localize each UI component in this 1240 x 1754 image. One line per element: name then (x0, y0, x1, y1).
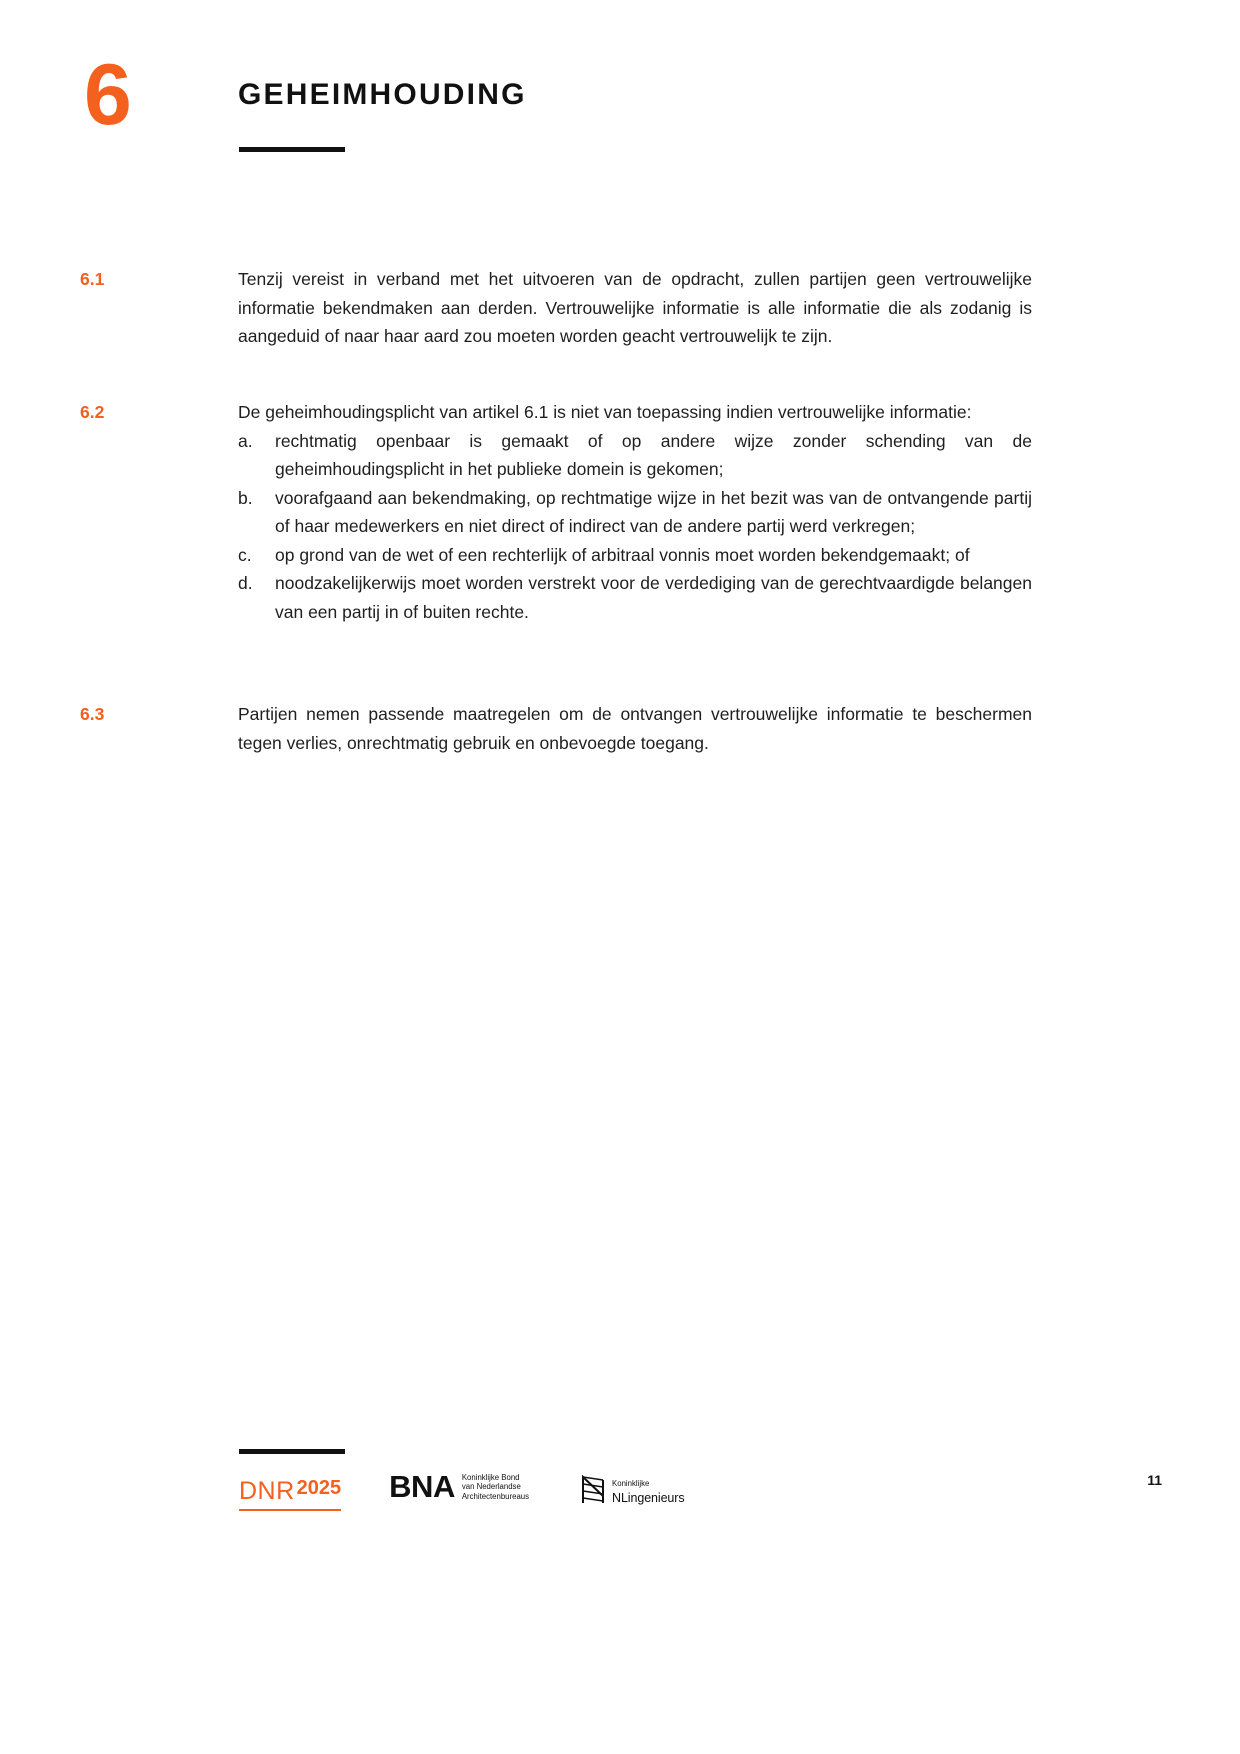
bna-wordmark: BNA (389, 1469, 455, 1504)
dnr-underline (239, 1509, 341, 1512)
list-item-marker: b. (238, 487, 253, 508)
clause-text: Tenzij vereist in verband met het uitvoeren van de opdracht, zullen partijen geen vertrouwelijke informatie bekendmaken aan derden. Vertrouwelijke informatie is alle informatie die als zodanig is aangeduid of naar haar aard zou moeten worden geacht vertrouwelijk te zijn. (238, 269, 1032, 346)
list-item-text: op grond van de wet of een rechterlijk of arbitraal vonnis moet worden bekendgemaakt; of (275, 544, 970, 565)
page-number: 11 (1147, 1472, 1162, 1488)
list-item (238, 484, 1032, 541)
bna-subtitle (462, 1473, 529, 1502)
list-item (238, 427, 1032, 484)
page-title: GEHEIMHOUDING (238, 78, 527, 111)
bna-subtitle-line-1: Koninklijke Bond (461, 1472, 520, 1482)
list-item-text: rechtmatig openbaar is gemaakt of op andere wijze zonder schending van de geheimhoudingsplicht in het publieke domein is gekomen; (275, 430, 1032, 479)
bna-logo (389, 1469, 529, 1508)
list-item-text: noodzakelijkerwijs moet worden verstrekt voor de verdediging van de gerechtvaardigde belangen van een partij in of buiten rechte. (275, 573, 1032, 622)
dnr-wordmark: DNR (239, 1477, 295, 1505)
bna-subtitle-line-3: Architectenbureaus (461, 1491, 530, 1501)
clause-lead-in-text: De geheimhoudingsplicht van artikel 6.1 is niet van toepassing indien vertrouwelijke informatie: (238, 402, 972, 422)
list-item-marker: a. (238, 430, 253, 451)
lettered-list (238, 427, 1032, 627)
nlingenieurs-mark-icon (581, 1474, 605, 1504)
list-item (238, 541, 1032, 570)
nlingenieurs-wordmark (612, 1473, 684, 1505)
dnr-2025-logo (239, 1477, 341, 1508)
nlingenieurs-logo (581, 1473, 684, 1508)
clause-text: Partijen nemen passende maatregelen om de ontvangen vertrouwelijke informatie te beschermen tegen verlies, onrechtmatig gebruik en onbevoegde toegang. (238, 704, 1032, 753)
dnr-year: 2025 (296, 1477, 342, 1499)
list-item-marker: c. (238, 544, 252, 565)
list-item (238, 569, 1032, 626)
bna-subtitle-line-2: van Nederlandse (461, 1482, 521, 1492)
list-item-text: voorafgaand aan bekendmaking, op rechtmatige wijze in het bezit was van de ontvangende partij of haar medewerkers en niet direct of indirect van de andere partij werd verkregen; (275, 487, 1032, 536)
clause-number: 6.1 (80, 269, 105, 289)
clause-number: 6.3 (80, 704, 105, 724)
footer-logo-group (239, 1469, 685, 1508)
nlingenieurs-line-1: Koninklijke (612, 1479, 650, 1488)
clause-number: 6.2 (80, 402, 105, 422)
chapter-header (0, 47, 1240, 172)
chapter-number: 6 (84, 47, 131, 143)
list-item-marker: d. (238, 573, 253, 593)
page-footer (0, 1449, 1240, 1539)
footer-rule (239, 1449, 345, 1454)
clause-content (238, 398, 1032, 626)
title-underline-rule (239, 147, 345, 152)
nlingenieurs-line-2: NLingenieurs (612, 1491, 685, 1505)
